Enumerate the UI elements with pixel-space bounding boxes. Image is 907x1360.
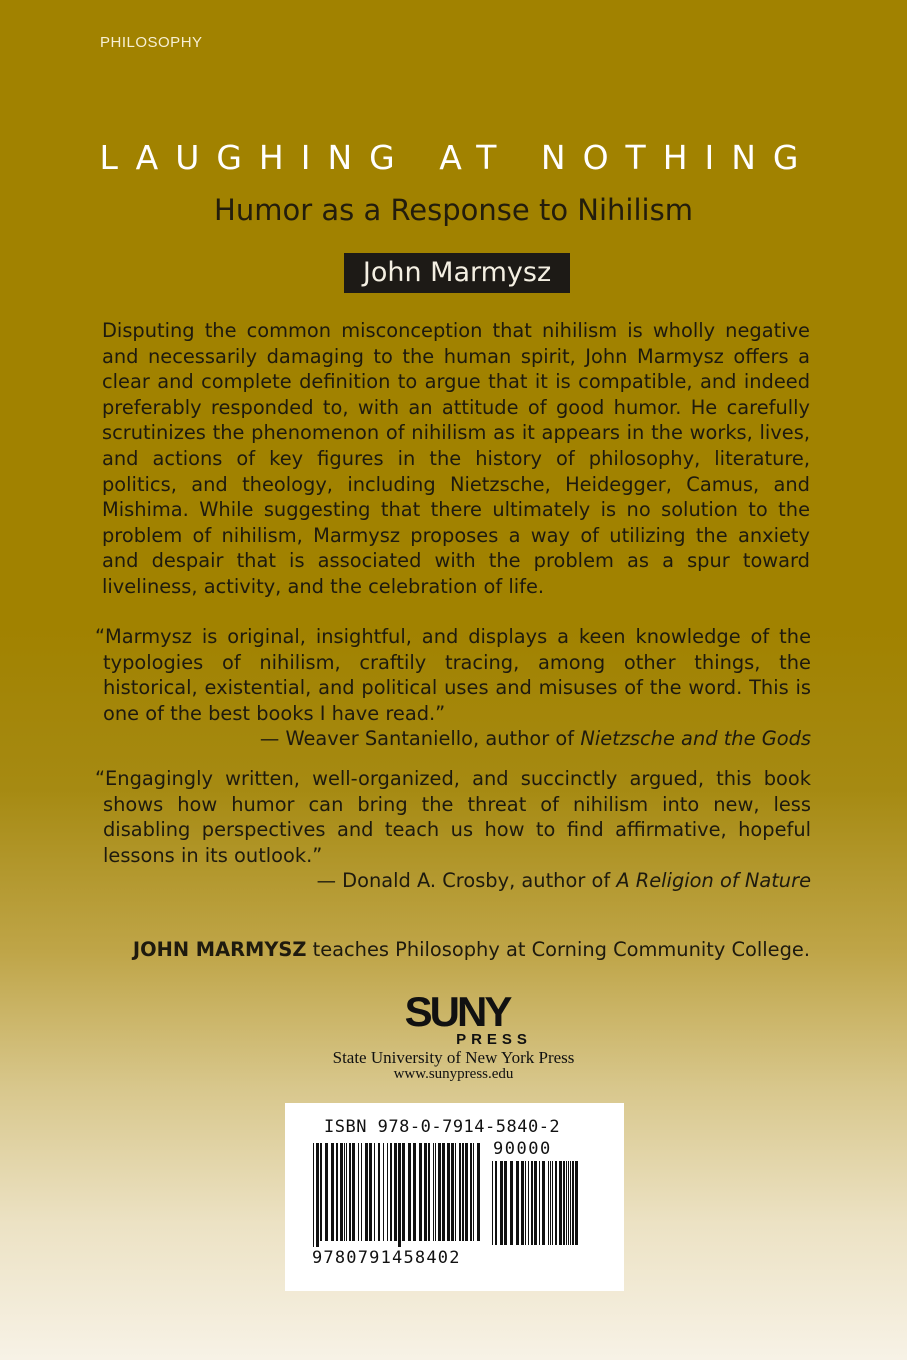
barcode-bar [566, 1161, 567, 1245]
barcode-bar [344, 1143, 345, 1241]
quote-attribution [95, 726, 811, 752]
book-title: LAUGHING AT NOTHING [99, 138, 816, 177]
quote-text: “Marmysz is original, insightful, and displays a keen knowledge of the typologies of nihilism, craftily tracing, among other things, the historical, existential, and political uses and misuses of the word. This is one of the best books I have read.” [95, 625, 811, 725]
barcode-bar [465, 1143, 468, 1241]
logo-press: PRESS [456, 1031, 532, 1046]
barcode-bar [570, 1161, 571, 1245]
barcode-bar [316, 1143, 319, 1247]
barcode-bar [428, 1143, 430, 1241]
quote-text: “Engagingly written, well-organized, and succinctly argued, this book shows how humor can bring the threat of nihilism into new, less disabling perspectives and teach us how to find affirmative, hopeful lessons in its outlook.” [95, 767, 811, 867]
reviewer: — Weaver Santaniello, author of [259, 727, 575, 751]
quote-attribution [95, 868, 811, 894]
barcode-bar [349, 1143, 351, 1241]
publisher-url[interactable]: www.sunypress.edu [393, 1066, 514, 1082]
barcode-bar [559, 1161, 562, 1245]
logo-suny: SUNY [404, 990, 510, 1035]
barcode-bar [510, 1161, 513, 1245]
barcode-bar [473, 1143, 474, 1241]
barcode-bar [492, 1161, 493, 1245]
barcode-bar [325, 1143, 328, 1241]
barcode-bar [500, 1161, 503, 1245]
barcode-bar [340, 1143, 343, 1241]
barcode-bar [313, 1143, 314, 1247]
barcode-bar [447, 1143, 450, 1241]
publisher-name: State University of New York Press [332, 1048, 575, 1067]
barcode-bar [435, 1143, 436, 1241]
addon-barcode [492, 1161, 578, 1247]
barcode-bar [550, 1161, 551, 1245]
ean-digits: 9780791458402 [312, 1248, 461, 1268]
barcode-bar [369, 1143, 372, 1241]
barcode-bar [358, 1143, 359, 1241]
suny-press-logo [380, 990, 534, 1046]
reviewer: — Donald A. Crosby, author of [316, 869, 611, 893]
price-code: 90000 [493, 1139, 552, 1159]
barcode-bar [387, 1143, 388, 1241]
barcode-bar [413, 1143, 416, 1241]
barcode-bar [555, 1161, 557, 1245]
barcode-bar [346, 1143, 347, 1241]
author-name: John Marmysz [344, 253, 570, 293]
barcode-bar [525, 1161, 526, 1245]
barcode-bar [521, 1161, 524, 1245]
barcode-bar [531, 1161, 533, 1245]
barcode-bar [455, 1143, 456, 1241]
barcode-bar [424, 1143, 427, 1241]
barcode-bar [383, 1143, 384, 1241]
ean-barcode [313, 1143, 485, 1247]
barcode-bar [495, 1161, 497, 1245]
barcode-panel [285, 1103, 624, 1291]
barcode-bar [331, 1143, 334, 1241]
bio-name: JOHN MARMYSZ [132, 938, 307, 961]
barcode-bar [552, 1161, 553, 1245]
barcode-bar [433, 1143, 434, 1241]
barcode-bar [542, 1161, 545, 1245]
barcode-bar [451, 1143, 454, 1241]
barcode-bar [572, 1161, 574, 1245]
barcode-bar [320, 1143, 322, 1241]
book-subtitle: Humor as a Response to Nihilism [214, 193, 693, 227]
barcode-bar [470, 1143, 472, 1241]
barcode-bar [336, 1143, 338, 1241]
barcode-bar [575, 1161, 578, 1245]
barcode-bar [361, 1143, 362, 1241]
barcode-bar [398, 1143, 401, 1247]
category-label: PHILOSOPHY [100, 34, 203, 51]
barcode-bar [378, 1143, 380, 1241]
barcode-bar [402, 1143, 405, 1241]
bio-text: teaches Philosophy at Corning Community College. [312, 938, 810, 961]
isbn-label: ISBN 978-0-7914-5840-2 [324, 1117, 561, 1137]
author-bio [102, 937, 810, 963]
barcode-bar [516, 1161, 519, 1245]
barcode-bar [477, 1143, 480, 1241]
barcode-bar [408, 1143, 411, 1241]
barcode-bar [394, 1143, 397, 1241]
barcode-bar [459, 1143, 461, 1241]
barcode-bar [365, 1143, 368, 1241]
barcode-bar [539, 1161, 540, 1245]
book-description: Disputing the common misconception that nihilism is wholly negative and necessarily damaging to the human spirit, John Marmysz offers a clear and complete definition to argue that it is compatible, and indeed preferably responded to, with an attitude of good humor. He carefully scrutinizes the phenomenon of nihilism as it appears in the works, lives, and actions of key figures in the history of philosophy, literature, politics, and theology, including Nietzsche, Heidegger, Camus, and Mishima. While suggesting that there ultimately is no solution to the problem of nihilism, Marmysz proposes a way of utilizing the anxiety and despair that is associated with the problem as a spur toward liveliness, activity, and the celebration of life. [102, 319, 810, 598]
barcode-bar [462, 1143, 464, 1241]
barcode-bar [438, 1143, 441, 1241]
reviewer-work: Nietzsche and the Gods [580, 727, 811, 751]
barcode-bar [419, 1143, 422, 1241]
barcode-bar [442, 1143, 445, 1241]
review-quote-1 [95, 624, 811, 752]
barcode-bar [534, 1161, 537, 1245]
barcode-bar [568, 1161, 569, 1245]
review-quote-2 [95, 766, 811, 894]
reviewer-work: A Religion of Nature [616, 869, 811, 893]
barcode-bar [374, 1143, 375, 1241]
barcode-bar [563, 1161, 565, 1245]
barcode-bar [390, 1143, 392, 1241]
barcode-bar [528, 1161, 529, 1245]
barcode-bar [548, 1161, 549, 1245]
barcode-bar [504, 1161, 507, 1245]
barcode-bar [352, 1143, 355, 1241]
